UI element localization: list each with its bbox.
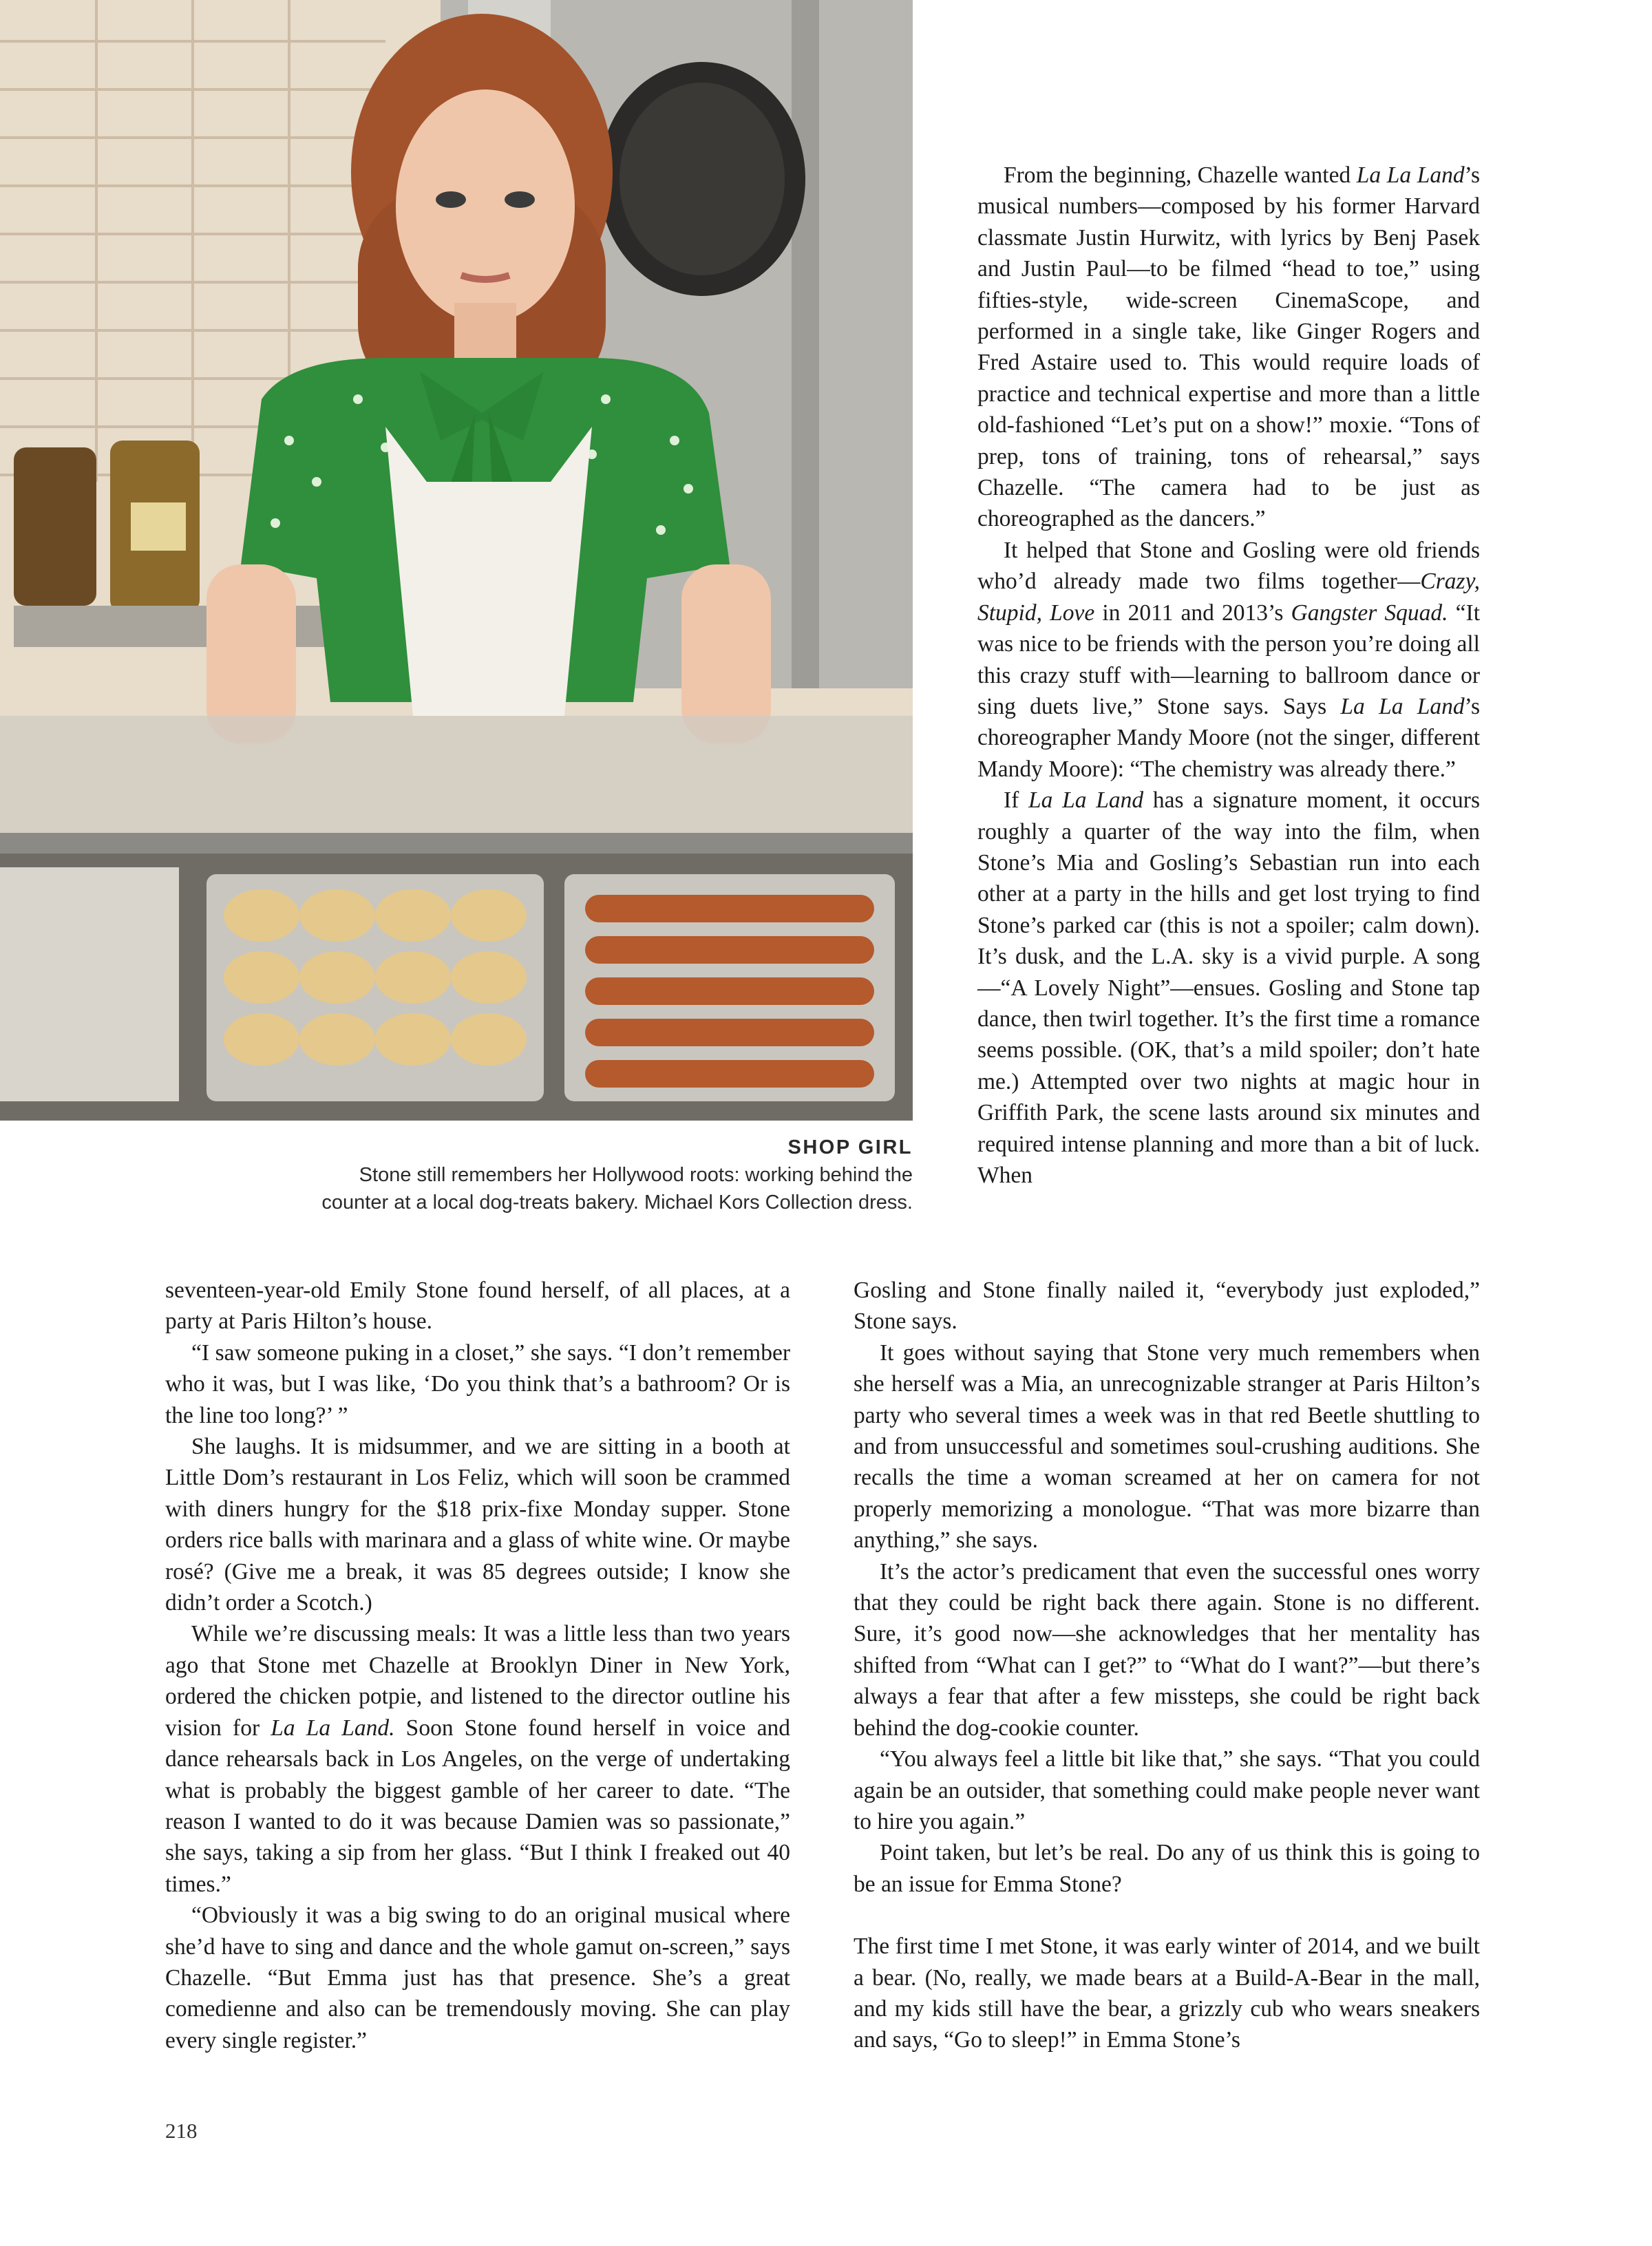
article-column-right-bottom [854,1275,1480,2056]
caption-line: Stone still remembers her Hollywood roots: working behind the [359,1164,913,1186]
paragraph: While we’re discussing meals: It was a little less than two years ago that Stone met Chazelle at Brooklyn Diner in New York, ordered the chicken potpie, and listened to the director outline his vision for La La Land. Soon Stone found herself in voice and dance rehearsals back in Los Angeles, on the verge of undertaking what is probably the biggest gamble of her career to date. “The reason I wanted to do it was because Damien was so passionate,” she says, taking a sip from her glass. “But I think I freaked out 40 times.” [165,1621,790,1897]
paragraph: “Obviously it was a big swing to do an original musical where she’d have to sing and dance and the whole gamut on-screen,” says Chazelle. “But Emma just has that presence. She’s a great comedienne and also can be tremendously moving. She can play every single register.” [165,1903,790,2053]
paragraph: It’s the actor’s predicament that even the successful ones worry that they could be right back there again. Stone is no different. Sure, it’s good now—she acknowledges that her mentality has shifted from “What can I get?” to “What do I want?”—but there’s always a fear that after a few missteps, she could be right back behind the dog-cookie counter. [854,1558,1480,1741]
article-column-left [165,1275,790,2056]
photo-of-woman-behind-bakery-counter [0,0,913,1121]
paragraph: “You always feel a little bit like that,” she says. “That you could again be an outsider, that something could make people never want to hire you again.” [854,1746,1480,1834]
paragraph: It goes without saying that Stone very much remembers when she herself was a Mia, an unrecognizable stranger at Paris Hilton’s party who several times a week was in that red Beetle shuttling to and from unsuccessful and sometimes soul-crushing auditions. She recalls the time a woman screamed at her on camera for not properly memorizing a monologue. “That was more bizarre than anything,” she says. [854,1339,1480,1554]
paragraph: If La La Land has a signature moment, it occurs roughly a quarter of the way into the film, when Stone’s Mia and Gosling’s Sebastian run into each other at a party in the hills and get lost trying to find Stone’s parked car (this is not a spoiler; calm down). It’s dusk, and the L.A. sky is a vivid purple. A song—“A Lovely Night”—ensues. Gosling and Stone tap dance, then twirl together. It’s the first time a romance seems possible. (OK, that’s a mild spoiler; don’t hate me.) Attempted over two nights at magic hour in Griffith Park, the scene lasts around six minutes and required intense planning and more than a bit of luck. When [977,787,1481,1188]
paragraph: “I saw someone puking in a closet,” she says. “I don’t remember who it was, but I was like, ‘Do you think that’s a bathroom? Or is the line too long?’ ” [165,1339,790,1428]
paragraph: The first time I met Stone, it was early winter of 2014, and we built a bear. (No, really, we made bears at a Build-A-Bear in the mall, and my kids still have the bear, a grizzly cub who wears sneakers and says, “Go to sleep!” in Emma Stone’s [854,1934,1480,2053]
paragraph: It helped that Stone and Gosling were old friends who’d already made two films together—Crazy, Stupid, Love in 2011 and 2013’s Gangster Squad. “It was nice to be friends with the person you’re doing all this crazy stuff with—learning to ballroom dance or sing duets live,” Stone says. Says La La Land’s choreographer Mandy Moore (not the singer, different Mandy Moore): “The chemistry was already there.” [977,537,1480,782]
article-column-right-top [977,160,1480,1191]
paragraph: She laughs. It is midsummer, and we are sitting in a booth at Little Dom’s restaurant in Los Feliz, which will soon be crammed with diners hungry for the $18 prix-fixe Monday supper. Stone orders rice balls with marinara and a glass of white wine. Or maybe rosé? (Give me a break, it was 85 degrees outside; I know she didn’t order a Scotch.) [165,1434,790,1616]
paragraph: seventeen-year-old Emily Stone found herself, of all places, at a party at Paris Hilton’s house. [165,1278,790,1335]
paragraph: Point taken, but let’s be real. Do any of us think this is going to be an issue for Emma Stone? [854,1840,1480,1897]
caption-heading: SHOP GIRL [787,1136,913,1158]
photo-illustration [0,0,913,1121]
caption-line: counter at a local dog-treats bakery. Michael Kors Collection dress. [321,1191,913,1214]
paragraph: From the beginning, Chazelle wanted La La Land’s musical numbers—composed by his former Harvard classmate Justin Hurwitz, with lyrics by Benj Pasek and Justin Paul—to be filmed “head to toe,” using fifties-style, wide-screen CinemaScope, and performed in a single take, like Ginger Rogers and Fred Astaire used to. This would require loads of practice and technical expertise and more than a little old-fashioned “Let’s put on a show!” moxie. “Tons of prep, tons of training, tons of rehearsal,” says Chazelle. “The camera had to be just as choreographed as the dancers.” [977,162,1480,532]
page-number: 218 [165,2119,198,2143]
paragraph: Gosling and Stone finally nailed it, “everybody just exploded,” Stone says. [854,1278,1480,1335]
photo-caption [224,1134,913,1216]
